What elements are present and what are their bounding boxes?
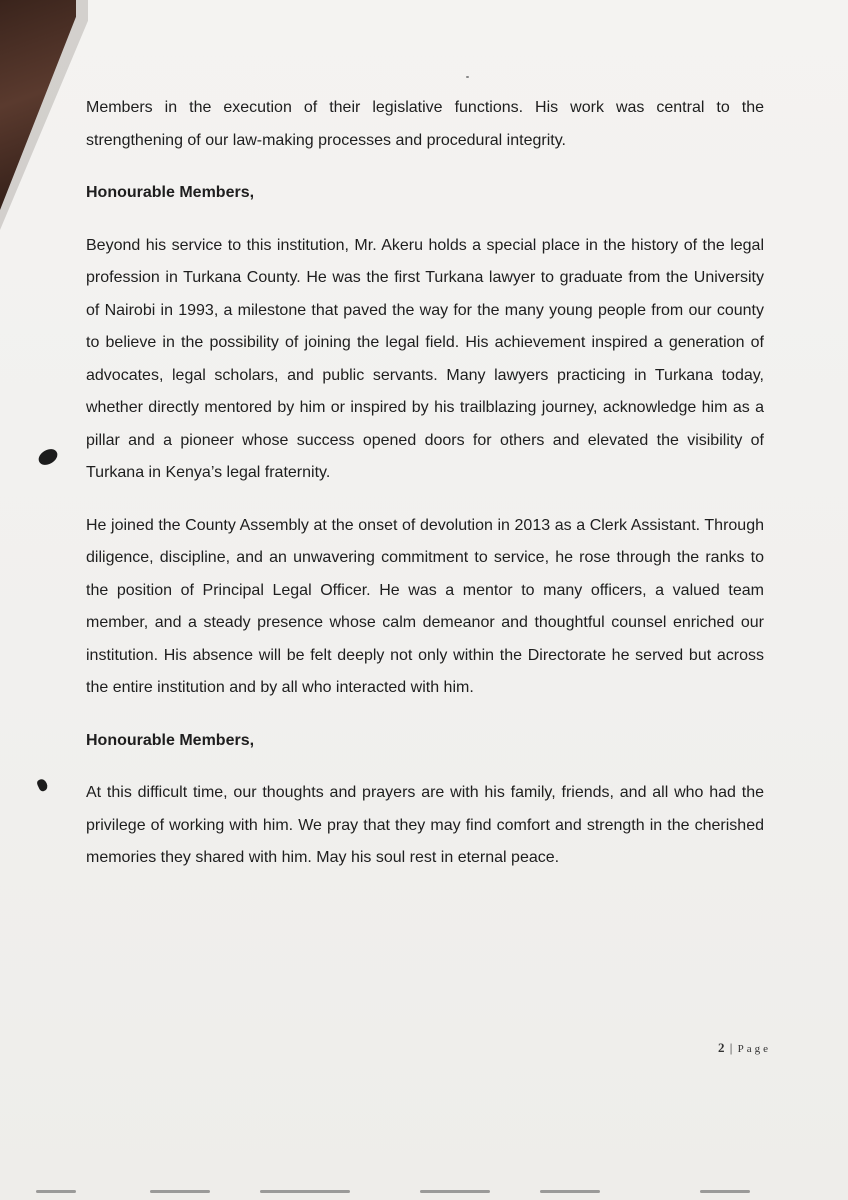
paragraph: At this difficult time, our thoughts and prayers are with his family, friends, and all who had the privilege of working with him. We pray that they may find comfort and strength in the cherished memories they shared with him. May his soul rest in eternal peace. [86,784,764,866]
punch-hole [36,778,49,793]
punch-hole [36,446,60,468]
background-corner [0,0,76,210]
section-heading: Honourable Members, [86,184,255,201]
document-body [86,92,764,895]
paragraph: Beyond his service to this institution, Mr. Akeru holds a special place in the history of the legal profession in Turkana County. He was the first Turkana lawyer to graduate from the University of Nairobi in 1993, a milestone that paved the way for the many young people from our county to believe in the possibility of joining the legal field. His achievement inspired a generation of advocates, legal scholars, and public servants. Many lawyers practicing in Turkana today, whether directly mentored by him or inspired by his trailblazing journey, acknowledge him as a pillar and a pioneer whose success opened doors for others and elevated the visibility of Turkana in Kenya’s legal fraternity. [86,236,764,481]
page-footer [718,1040,771,1056]
section-heading: Honourable Members, [86,731,255,749]
edge-mark [36,1190,76,1193]
bottom-edge-marks [0,1180,848,1200]
edge-mark [260,1190,350,1193]
edge-mark [420,1190,490,1193]
paragraph: Members in the execution of their legislative functions. His work was central to the strengthening of our law-making processes and procedural integrity. [86,99,764,149]
paper-speck [466,76,469,78]
paragraph: He joined the County Assembly at the onset of devolution in 2013 as a Clerk Assistant. Through diligence, discipline, and an unwavering commitment to service, he rose through the ranks to the position of Principal Legal Officer. He was a mentor to many officers, a valued team member, and a steady presence whose calm demeanor and thoughtful counsel enriched our institution. His absence will be felt deeply not only within the Directorate he served but across the entire institution and by all who interacted with him. [86,516,764,696]
page-number: 2 [718,1040,726,1055]
edge-mark [150,1190,210,1193]
edge-mark [700,1190,750,1193]
edge-mark [540,1190,600,1193]
page-separator: | [729,1040,734,1055]
page-label: Page [737,1043,771,1055]
